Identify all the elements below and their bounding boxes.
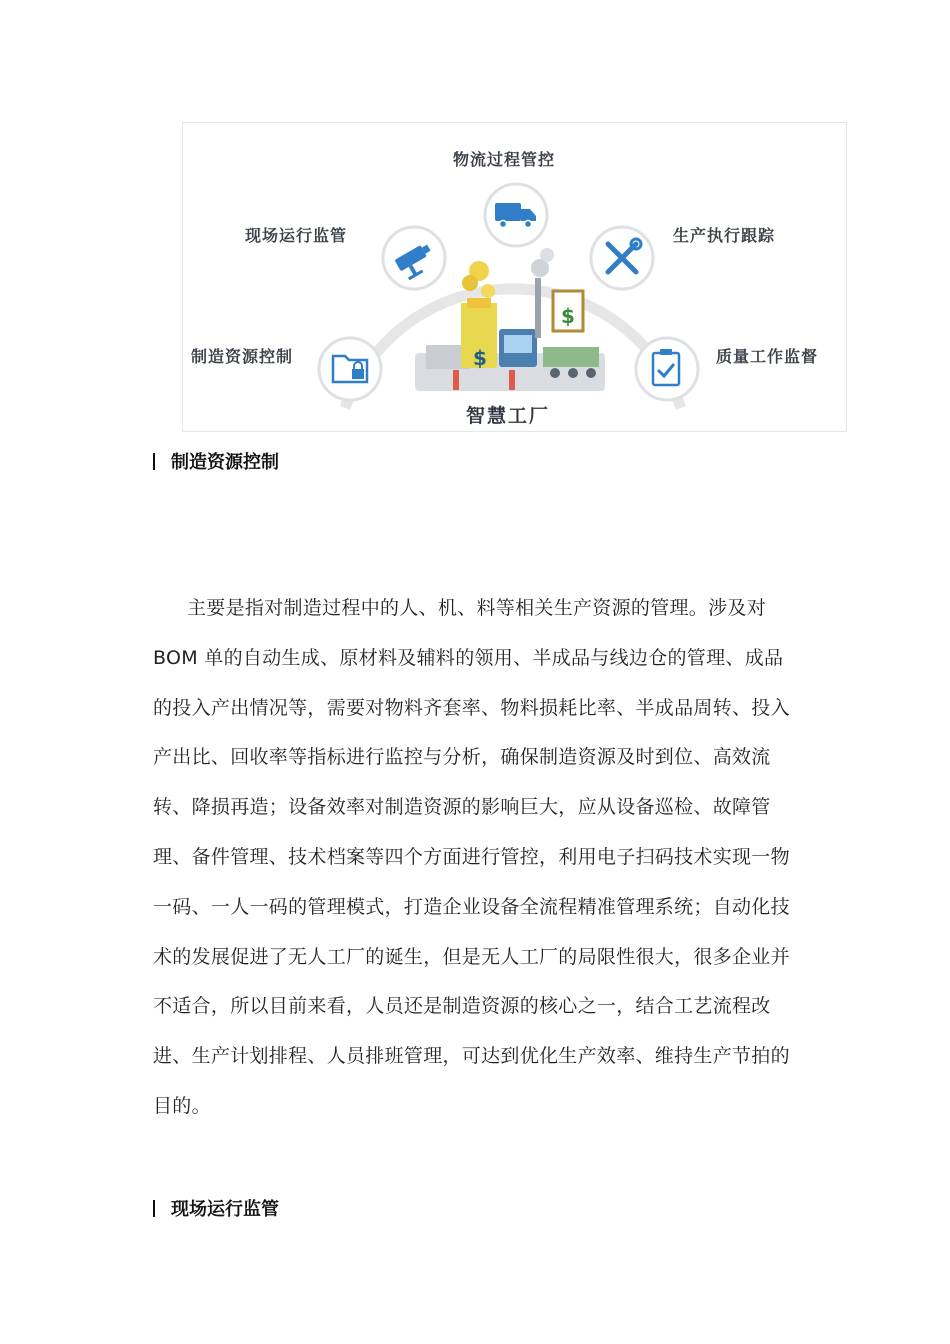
section-heading-onsite-monitor <box>153 1195 279 1221</box>
module-label-production-track: 生产执行跟踪 <box>673 226 776 245</box>
logistics-node <box>485 184 547 246</box>
module-label-onsite-monitor: 现场运行监管 <box>245 226 348 245</box>
section-title: 制造资源控制 <box>171 452 279 473</box>
section-title: 现场运行监管 <box>171 1199 279 1220</box>
smart-factory-figure <box>182 122 847 432</box>
module-label-resource-control: 制造资源控制 <box>191 347 294 366</box>
resource-control-node <box>319 338 381 400</box>
body-paragraph: 主要是指对制造过程中的人、机、料等相关生产资源的管理。涉及对 BOM 单的自动生成、原材料及辅料的领用、半成品与线边仓的管理、成品的投入产出情况等，需要对物料齐套率、物料损耗比率、半成品周转、投入产出比、回收率等指标进行监控与分析，确保制造资源及时到位、高效流转、降损再造；设备效率对制造资源的影响巨大，应从设备巡检、故障管理、备件管理、技术档案等四个方面进行管控，利用电子扫码技术实现一物一码、一人一码的管理模式，打造企业设备全流程精准管理系统；自动化技术的发展促进了无人工厂的诞生，但是无人工厂的局限性很大，很多企业并不适合，所以目前来看，人员还是制造资源的核心之一，结合工艺流程改进、生产计划排程、人员排班管理，可达到优化生产效率、维持生产节拍的目的。 <box>153 597 790 1117</box>
heading-bar <box>153 1200 155 1217</box>
production-track-node <box>591 227 653 289</box>
heading-bar <box>153 453 155 470</box>
svg-text:$: $ <box>473 346 487 370</box>
onsite-monitor-node <box>383 227 445 289</box>
svg-text:$: $ <box>561 304 575 328</box>
module-label-logistics: 物流过程管控 <box>453 150 556 169</box>
module-label-quality-supervision: 质量工作监督 <box>716 347 819 366</box>
figure-center-label: 智慧工厂 <box>466 405 551 427</box>
quality-supervision-node <box>636 338 698 400</box>
section-heading-resource-control <box>153 448 279 474</box>
